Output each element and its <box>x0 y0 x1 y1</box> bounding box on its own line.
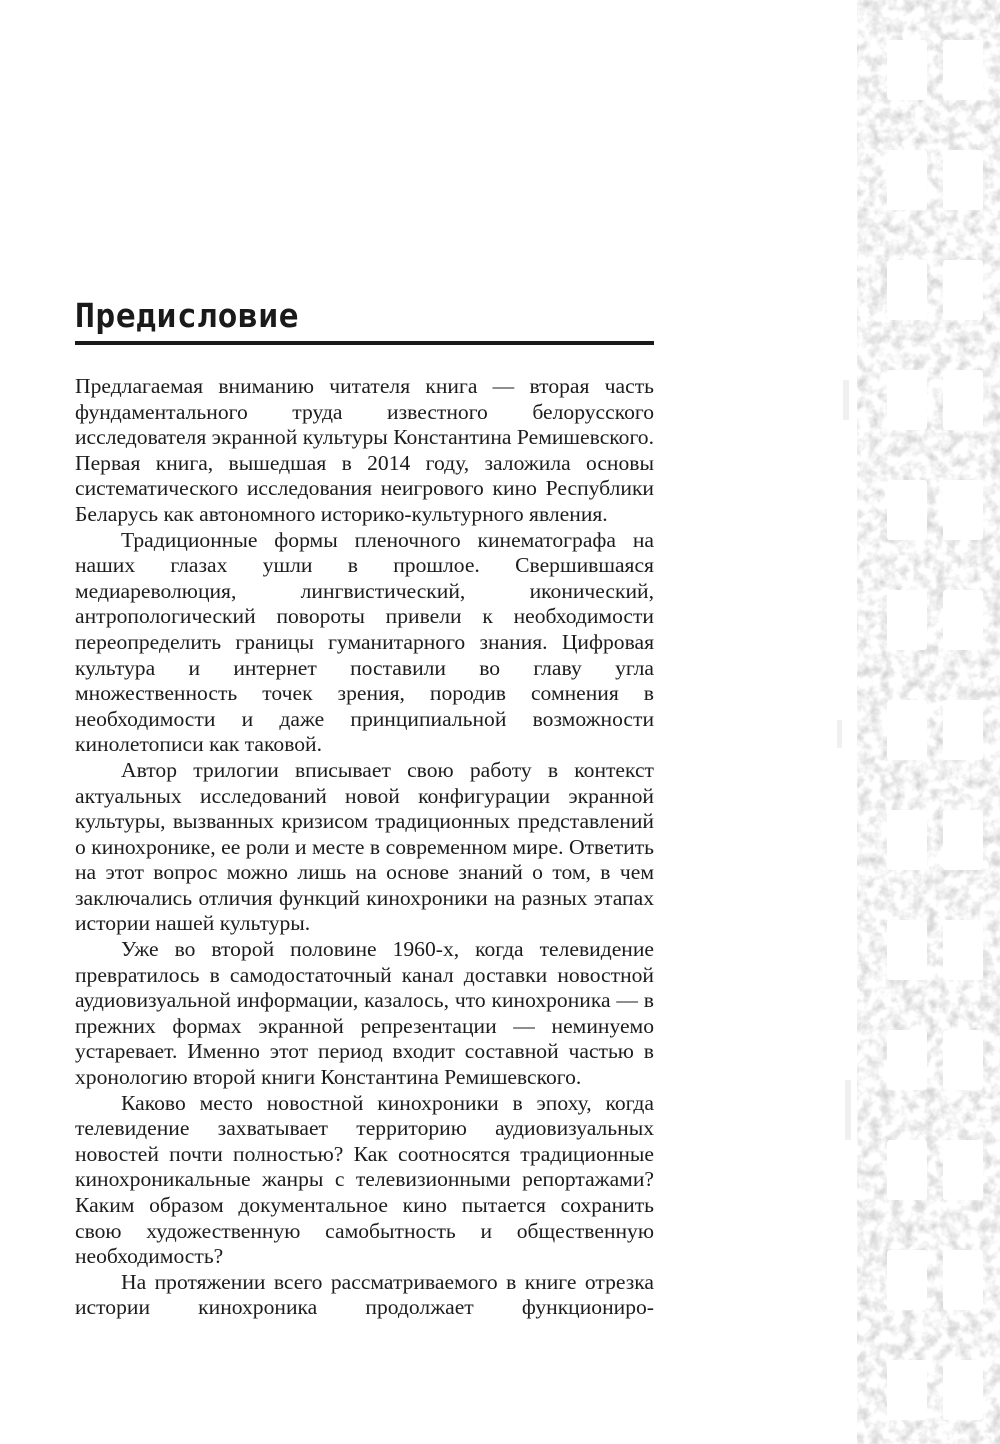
body-text <box>75 374 654 1321</box>
paragraph: Уже во второй половине 1960-х, когда телевидение превратилось в самодостаточный канал доставки новостной аудиовизуальной информации, казалось, что кинохроника — в прежних формах экранной репрезентации — неминуемо устаревает. Именно этот период входит составной частью в хронологию второй книги Константина Ремишевского. <box>75 937 654 1090</box>
paragraph: Традиционные формы пленочного кинематографа на наших глазах ушли в прошлое. Свершившаяся медиареволюция, лингвистический, иконический, антропологический повороты привели к необходимости переопределить границы гуманитарного знания. Цифровая культура и интернет поставили во главу угла множественность точек зрения, породив сомнения в необходимости и даже принципиальной возможности кинолетописи как таковой. <box>75 527 654 757</box>
paragraph: На протяжении всего рассматриваемого в книге отрезка истории кинохроника продолжает функциониро- <box>75 1269 654 1320</box>
title-divider <box>75 341 654 345</box>
chapter-title: Предисловие <box>75 296 300 335</box>
film-strip-icon <box>825 0 1000 1444</box>
paragraph: Автор трилогии вписывает свою работу в контекст актуальных исследований новой конфигурации экранной культуры, вызванных кризисом традиционных представлений о кинохронике, ее роли и месте в современном мире. Ответить на этот вопрос можно лишь на основе знаний о том, в чем заключались отличия функций кинохроники на разных этапах истории нашей культуры. <box>75 757 654 936</box>
paragraph: Каково место новостной кинохроники в эпоху, когда телевидение захватывает территорию аудиовизуальных новостей почти полностью? Как соотносятся традиционные кинохроникальные жанры с телевизионными репортажами? Каким образом документальное кино пытается сохранить свою художественную самобытность и общественную необходимость? <box>75 1090 654 1269</box>
paragraph: Предлагаемая вниманию читателя книга — вторая часть фундаментального труда известного белорусского исследователя экранной культуры Константина Ремишевского. Первая книга, вышедшая в 2014 году, заложила основы систематического исследования неигрового кино Республики Беларусь как автономного историко-культурного явления. <box>75 374 654 526</box>
